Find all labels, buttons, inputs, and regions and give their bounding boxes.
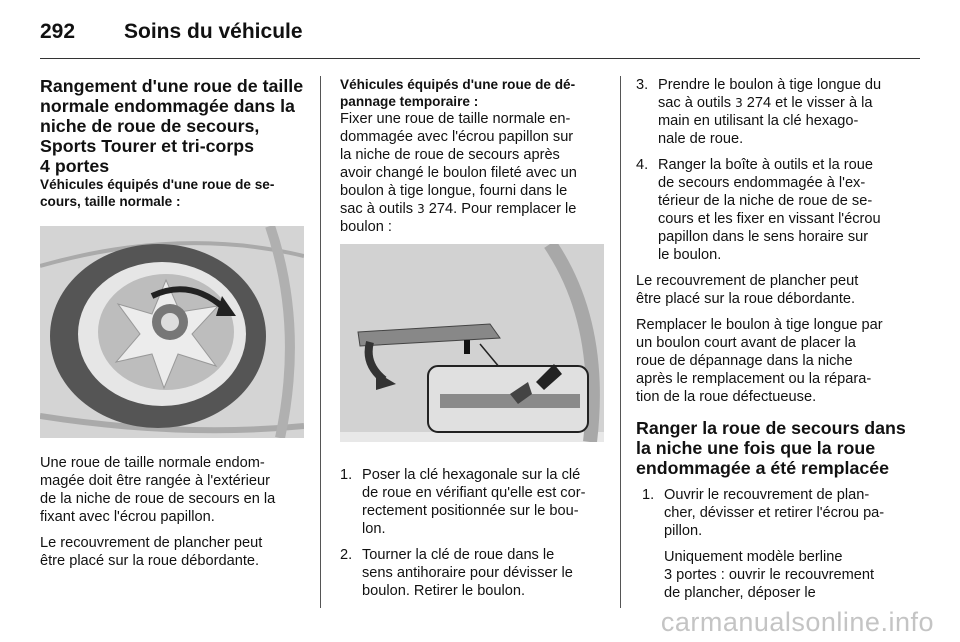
text-line: la niche de roue de secours après (340, 147, 560, 163)
text-line: Prendre le boulon à tige longue du (658, 77, 882, 93)
text-line: de roue en vérifiant qu'elle est cor- (362, 485, 586, 501)
column-1 (40, 76, 306, 578)
text-fragment: 274. Pour remplacer le (424, 201, 577, 217)
text-line: Ranger la boîte à outils et la roue (658, 157, 873, 173)
step-item (636, 156, 910, 264)
heading-line: niche de roue de secours, (40, 116, 260, 136)
watermark: carmanualsonline.info (660, 607, 934, 637)
text-line: un boulon court avant de placer la (636, 335, 856, 351)
text-line: boulon à tige longue, fourni dans le (340, 183, 568, 199)
paragraph-replace-bolt (636, 316, 910, 406)
spare-wheel-drawing (40, 226, 304, 438)
column-3 (636, 76, 910, 610)
step-number: 1. (642, 487, 655, 503)
column-divider-2 (620, 76, 621, 608)
paragraph-floor-cover (40, 534, 306, 570)
text-line: de la niche de roue de secours en la (40, 491, 276, 507)
subheading-line: Véhicules équipés d'une roue de dé- (340, 77, 576, 92)
text-line: Ouvrir le recouvrement de plan- (664, 487, 870, 503)
steps-list-1 (340, 466, 604, 600)
text-line: 3 portes : ouvrir le recouvrement (664, 567, 875, 583)
subheading-fullsize-spare (40, 176, 306, 210)
column-divider-1 (320, 76, 321, 608)
page-reference-arrow-icon[interactable]: 3 (417, 202, 425, 216)
text-line: roue de dépannage dans la niche (636, 353, 853, 369)
text-line: rectement positionnée sur le bou- (362, 503, 579, 519)
text-line: pillon. (664, 523, 703, 539)
step-item (636, 76, 910, 148)
text-fragment: 274 et le visser à la (742, 95, 873, 111)
page-header (40, 0, 920, 56)
text-line: fixant avec l'écrou papillon. (40, 509, 215, 525)
text-line: boulon. Retirer le boulon. (362, 583, 526, 599)
heading-line: la niche une fois que la roue (636, 438, 876, 458)
heading-store-spare (636, 418, 910, 478)
paragraph-fullsize-storage (40, 454, 306, 526)
bolt-replacement-illustration (340, 244, 604, 442)
header-rule (40, 58, 920, 59)
text-line: être placé sur la roue débordante. (40, 553, 260, 569)
heading-line: normale endommagée dans la (40, 96, 295, 116)
subheading-line: cours, taille normale : (40, 194, 181, 209)
step-number: 2. (340, 547, 353, 563)
text-line: de plancher, déposer le (664, 585, 816, 601)
page-reference-arrow-icon[interactable]: 3 (735, 96, 743, 110)
subheading-line: pannage temporaire : (340, 94, 479, 109)
steps-list-2 (636, 76, 910, 264)
column-2 (340, 76, 604, 608)
paragraph-temporary-spare (340, 110, 604, 236)
text-line: nale de roue. (658, 131, 744, 147)
step-item (642, 486, 910, 602)
section-title: Soins du véhicule (124, 20, 303, 43)
text-line: cours et les fixer en vissant l'écrou (658, 211, 881, 227)
text-line: dommagée avec l'écrou papillon sur (340, 129, 574, 145)
text-line: boulon : (340, 219, 392, 235)
spare-wheel-illustration (40, 226, 304, 438)
text-line: magée doit être rangée à l'extérieur (40, 473, 270, 489)
steps-list-3 (642, 486, 910, 602)
text-line: Le recouvrement de plancher peut (636, 273, 859, 289)
page-number: 292 (40, 20, 76, 43)
text-line: térieur de la niche de roue de se- (658, 193, 873, 209)
heading-line: endommagée a été remplacée (636, 458, 890, 478)
text-line: avoir changé le boulon fileté avec un (340, 165, 577, 181)
heading-storage-fullsize (40, 76, 306, 176)
text-line: Tourner la clé de roue dans le (362, 547, 555, 563)
text-line: main en utilisant la clé hexago- (658, 113, 859, 129)
step-number: 3. (636, 77, 649, 93)
step-item (340, 466, 604, 538)
text-line: être placé sur la roue débordante. (636, 291, 856, 307)
text-line: après le remplacement ou la répara- (636, 371, 872, 387)
text-line: Fixer une roue de taille normale en- (340, 111, 571, 127)
paragraph-floor-cover-2 (636, 272, 910, 308)
subheading-temporary-spare (340, 76, 604, 110)
step-note (664, 548, 910, 602)
text-line: Le recouvrement de plancher peut (40, 535, 263, 551)
text-line: sens antihoraire pour dévisser le (362, 565, 573, 581)
text-line: de secours endommagée à l'ex- (658, 175, 866, 191)
text-line: papillon dans le sens horaire sur (658, 229, 869, 245)
text-line: Uniquement modèle berline (664, 549, 843, 565)
text-line: Une roue de taille normale endom- (40, 455, 265, 471)
text-line: le boulon. (658, 247, 722, 263)
bolt-replacement-drawing (340, 244, 604, 442)
heading-line: 4 portes (40, 156, 110, 176)
step-number: 4. (636, 157, 649, 173)
heading-line: Sports Tourer et tri-corps (40, 136, 255, 156)
heading-line: Rangement d'une roue de taille (40, 76, 304, 96)
step-number: 1. (340, 467, 353, 483)
text-line: cher, dévisser et retirer l'écrou pa- (664, 505, 885, 521)
heading-line: Ranger la roue de secours dans (636, 418, 906, 438)
text-fragment: sac à outils (340, 201, 418, 217)
step-item (340, 546, 604, 600)
text-line: Poser la clé hexagonale sur la clé (362, 467, 581, 483)
text-fragment: sac à outils (658, 95, 736, 111)
subheading-line: Véhicules équipés d'une roue de se- (40, 177, 275, 192)
text-line: Remplacer le boulon à tige longue par (636, 317, 883, 333)
text-line: tion de la roue défectueuse. (636, 389, 817, 405)
text-line: lon. (362, 521, 386, 537)
